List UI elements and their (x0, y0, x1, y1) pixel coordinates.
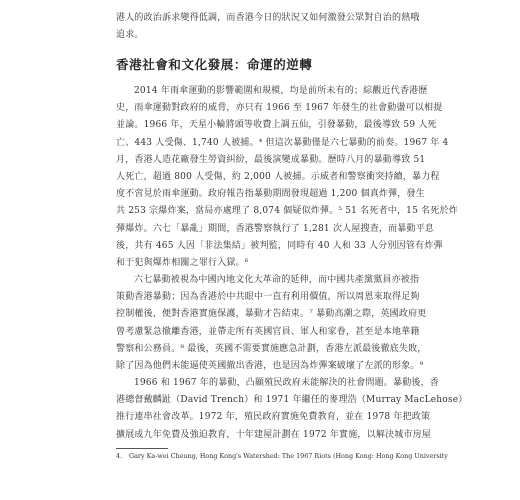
text-line: 人死亡，超過 800 人受傷，約 2,000 人被捕。示威者和警察衝突持續，暴力程 (116, 171, 440, 182)
text-line: 港總督戴麟趾（David Trench）和 1971 年繼任的麥理浩（Murray MacLehose） (116, 395, 468, 406)
text-line: 擴展成九年免費及強迫教育，十年建屋計劃在 1972 年實施，以解決城市房屋 (116, 429, 432, 440)
text-line: 共 253 宗爆炸案，當局亦處理了 8,074 個疑似炸彈。⁵ 51 名死者中，15 名死於炸 (116, 206, 458, 217)
text-line: 港人的政治訴求變得低調，而香港今日的狀況又如何激發公眾對自治的熱哦 (116, 13, 420, 23)
text-line: 並論。1966 年，天星小輪將頭等收費上調五仙，引發暴動，最後導致 59 人死 (116, 120, 437, 131)
paragraph-2 (116, 272, 427, 375)
footnote-number: 4. (116, 452, 123, 460)
footnote-line: Gary Ka-wei Cheung, Hong Kong's Watershed: The 1967 Riots (Hong Kong: Hong Kong University (129, 452, 448, 460)
text-line: 曾考慮緊急撤離香港，並帶走所有英國官員、軍人和家眷，甚至是本地華籍 (116, 326, 420, 337)
footnote-4 (116, 452, 448, 462)
text-line: 追求。 (116, 30, 144, 41)
text-line: 2014 年雨傘運動的影響範圍和規模，均是前所未有的；綜觀近代香港歷 (134, 86, 428, 96)
text-line: 後，共有 465 人因「非法集結」被判監，同時有 40 人和 33 人分別因管有炸彈 (116, 240, 443, 251)
text-line: 月，香港人造花廠發生勞資糾紛，最後演變成暴動。歷時八月的暴動導致 51 (116, 154, 426, 165)
paragraph-3 (116, 375, 468, 444)
text-line: 度不啻見於雨傘運動。政府報告指暴動期間發現超過 1,200 個真炸彈，發生 (116, 189, 425, 200)
text-line: 史，雨傘運動對政府的威脅，亦只有 1966 至 1967 年發生的社會動盪可以相提 (116, 103, 443, 114)
section-title: 香港社會和文化發展：命運的逆轉 (116, 57, 313, 72)
text-line: 彈爆炸。六七「暴亂」期間，香港警察執行了 1,281 次人屋搜查，而暴動平息 (116, 223, 435, 234)
text-line: 1966 和 1967 年的暴動，凸顯殖民政府未能解決的社會問題。暴動後，香 (134, 378, 439, 388)
text-line: 策動香港暴動；因為香港於中共眼中一直有利用價值，所以周恩來取得足夠 (116, 292, 420, 303)
paragraph-1 (116, 83, 458, 272)
text-line: 除了因為他們未能逼使英國撤出香港，也是因為炸彈案破壞了左派的形象。⁹ (116, 360, 424, 371)
footnotes (116, 452, 448, 463)
text-line: 警察和公務員。⁸ 最後，英國不需要實施應急計劃，香港左派最後徹底失敗， (116, 343, 427, 354)
text-line: 推行連串社會改革。1972 年，殖民政府實施免費教育，並在 1978 年把政策 (116, 412, 431, 423)
opening-paragraph (116, 10, 422, 44)
text-line: 亡、443 人受傷、1,740 人被捕。⁴ 但這次暴動僅是六七暴動的前奏。1967 年 4 (116, 137, 449, 148)
text-line: 控制權後，便對香港實施保護，暴動才告結束。⁷ 暴動高潮之際，英國政府更 (116, 309, 427, 320)
text-line: 和于犯與爆炸相關之罪行入獄。⁶ (116, 257, 249, 268)
text-line: 六七暴動被視為中國內地文化大革命的延伸，而中國共產黨黨員亦被指 (134, 275, 420, 285)
footnote-divider (116, 448, 168, 449)
